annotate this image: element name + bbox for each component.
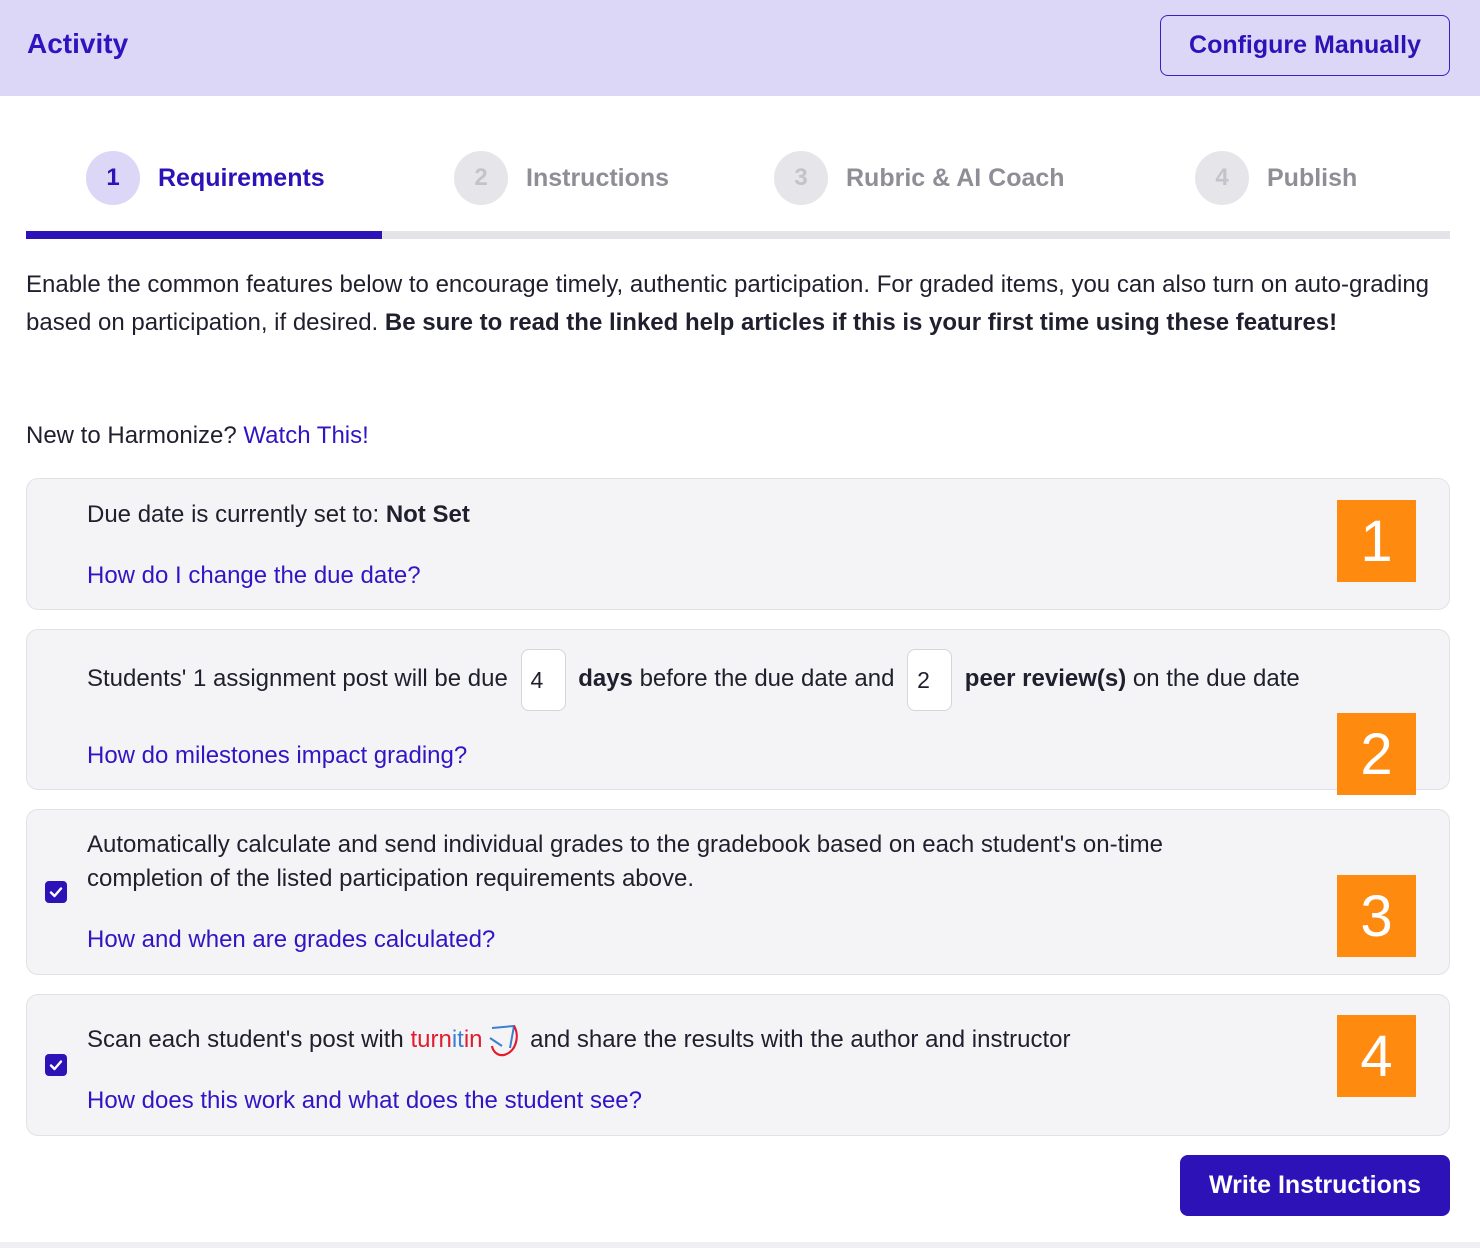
milestones-grading-link[interactable]: How do milestones impact grading? xyxy=(87,742,468,769)
due-date-value: Not Set xyxy=(385,501,470,528)
turnitin-help-link[interactable]: How does this work and what does the student see? xyxy=(87,1087,642,1114)
turnitin-text xyxy=(87,1023,1070,1058)
configure-manually-button[interactable]: Configure Manually xyxy=(1160,15,1450,76)
change-due-date-link[interactable]: How do I change the due date? xyxy=(87,562,421,589)
milestones-text-c: on the due date xyxy=(1132,665,1300,692)
step-publish[interactable] xyxy=(1195,150,1357,206)
intro-bold-text: Be sure to read the linked help articles if this is your first time using these features! xyxy=(384,309,1338,336)
step-label: Instructions xyxy=(526,163,670,192)
intro-text: Enable the common features below to encourage timely, authentic participation. For graded items, you can also turn on auto-grading based on participation, if desired. xyxy=(26,271,1430,336)
auto-grade-line-1: Automatically calculate and send individual grades to the gradebook based on each student's on-time xyxy=(87,831,1163,858)
check-icon xyxy=(48,884,64,900)
turnitin-logo: turnitin xyxy=(410,1023,523,1058)
auto-grade-checkbox[interactable] xyxy=(45,881,67,903)
days-label: days xyxy=(578,665,633,692)
write-instructions-button[interactable]: Write Instructions xyxy=(1180,1155,1450,1216)
step-number: 1 xyxy=(86,151,140,205)
auto-grade-card xyxy=(26,809,1450,975)
step-number: 3 xyxy=(774,151,828,205)
step-number: 4 xyxy=(1195,151,1249,205)
milestones-text xyxy=(87,648,1300,711)
step-progress-track xyxy=(26,231,1450,239)
days-input[interactable]: 4 xyxy=(521,649,566,711)
turnitin-text-a: Scan each student's post with xyxy=(87,1026,404,1053)
auto-grade-line-2: completion of the listed participation requirements above. xyxy=(87,865,695,892)
due-date-label: Due date is currently set to: xyxy=(87,501,386,528)
page-title: Activity xyxy=(27,28,129,59)
callout-badge-4: 4 xyxy=(1337,1015,1416,1097)
callout-badge-1: 1 xyxy=(1337,500,1416,582)
due-date-text xyxy=(87,498,470,532)
milestones-text-a: Students' 1 assignment post will be due xyxy=(87,665,508,692)
step-label: Requirements xyxy=(158,163,325,192)
intro-paragraph xyxy=(26,266,1456,342)
step-requirements[interactable] xyxy=(86,150,325,206)
step-label: Rubric & AI Coach xyxy=(846,163,1065,192)
step-progress-fill xyxy=(26,231,382,239)
turnitin-card xyxy=(26,994,1450,1136)
peer-reviews-label: peer review(s) xyxy=(964,665,1127,692)
check-icon xyxy=(48,1057,64,1073)
peer-reviews-input[interactable]: 2 xyxy=(907,649,952,711)
bottom-divider xyxy=(0,1242,1480,1248)
milestones-card xyxy=(26,629,1450,790)
step-rubric-ai-coach[interactable] xyxy=(774,150,1065,206)
new-to-harmonize xyxy=(26,418,369,454)
turnitin-logo-icon xyxy=(484,1024,524,1058)
step-label: Publish xyxy=(1267,163,1358,192)
step-instructions[interactable] xyxy=(454,150,669,206)
milestones-text-b: before the due date and xyxy=(639,665,895,692)
due-date-card xyxy=(26,478,1450,610)
callout-badge-2: 2 xyxy=(1337,713,1416,795)
step-number: 2 xyxy=(454,151,508,205)
new-to-text: New to Harmonize? xyxy=(26,422,244,449)
watch-this-link[interactable]: Watch This! xyxy=(243,422,369,449)
top-bar xyxy=(0,0,1480,96)
grades-calculated-link[interactable]: How and when are grades calculated? xyxy=(87,926,496,953)
callout-badge-3: 3 xyxy=(1337,875,1416,957)
turnitin-checkbox[interactable] xyxy=(45,1054,67,1076)
turnitin-text-b: and share the results with the author and instructor xyxy=(530,1026,1071,1053)
